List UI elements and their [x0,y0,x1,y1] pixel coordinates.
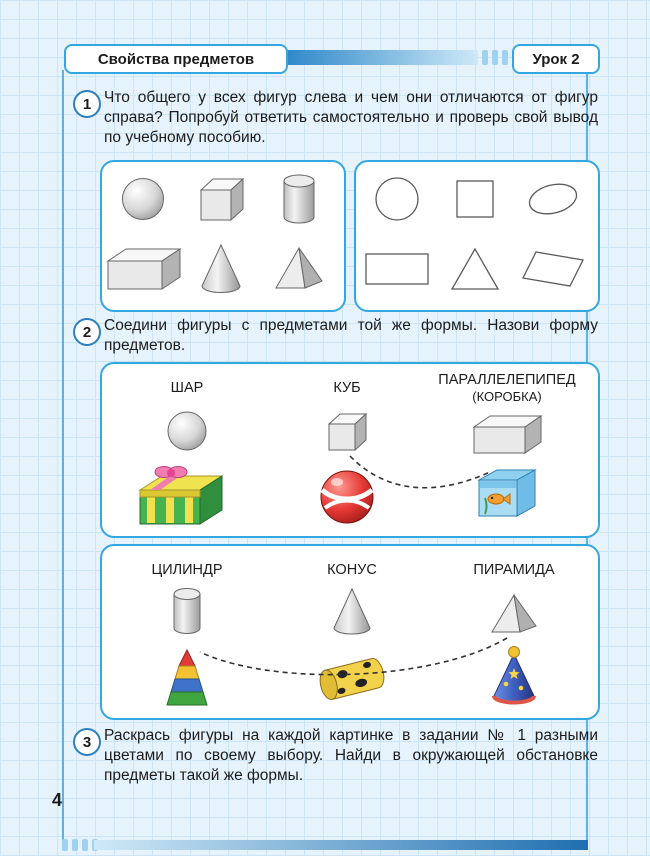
page-title: Свойства предметов [64,44,288,74]
rectangle-figure [364,247,430,291]
task-3-number: 3 [73,728,101,756]
label-sphere: ШАР [170,380,204,396]
parallelogram-figure [521,246,585,292]
cube-figure [325,410,369,454]
party-hat-object [487,644,541,710]
solid-shapes-grid [100,160,342,308]
box-figure [471,412,543,456]
label-cube: КУБ [333,380,361,396]
label-cone: КОНУС [327,562,377,578]
footer-gradient-bar [94,840,588,850]
circle-figure [373,175,421,223]
oval-figure [522,176,584,222]
label-parallelepiped: ПАРАЛЛЕЛЕПИПЕД [438,372,576,388]
square-figure [453,177,497,221]
left-margin-line [62,70,64,842]
pyramid-toy-object [158,646,216,710]
task-2-number: 2 [73,318,101,346]
task-3-text: Раскрась фигуры на каждой картинке в задании № 1 разными цветами по своему выбору. Найди в окружающей обстановке предметы такой же формы. [104,727,598,784]
cylinder-figure [170,586,204,636]
cone-figure [198,242,244,296]
task-1-text: Что общего у всех фигур слева и чем они отличаются от фигур справа? Попробуй ответить самостоятельно и проверь свой вывод по учебному пособию. [104,89,598,146]
lesson-badge: Урок 2 [512,44,600,74]
label-pyramid: ПИРАМИДА [473,562,555,578]
task-2-text: Соедини фигуры с предметами той же формы. Назови форму предметов. [104,317,598,354]
cone-figure [331,586,373,638]
label-cylinder: ЦИЛИНДР [151,562,223,578]
sphere-figure [120,176,166,222]
label-parallelepiped-sub: (КОРОБКА) [472,389,542,404]
sphere-figure [166,410,208,452]
ball-object [318,468,376,526]
box-figure [104,245,182,293]
gift-box-object [134,462,228,528]
spotted-roll-object [312,652,392,706]
cube-figure [196,174,246,224]
task-1-number: 1 [73,90,101,118]
aquarium-object [475,466,539,524]
pyramid-figure [272,244,326,294]
match-box-2 [100,544,600,720]
triangle-figure [449,246,501,292]
footer-ticks [62,839,98,851]
match-box-1 [100,362,600,538]
flat-shapes-grid [354,160,596,308]
cylinder-figure [279,172,319,226]
page-number: 4 [52,790,63,810]
header-gradient-bar [282,50,478,65]
pyramid-figure [488,592,540,638]
